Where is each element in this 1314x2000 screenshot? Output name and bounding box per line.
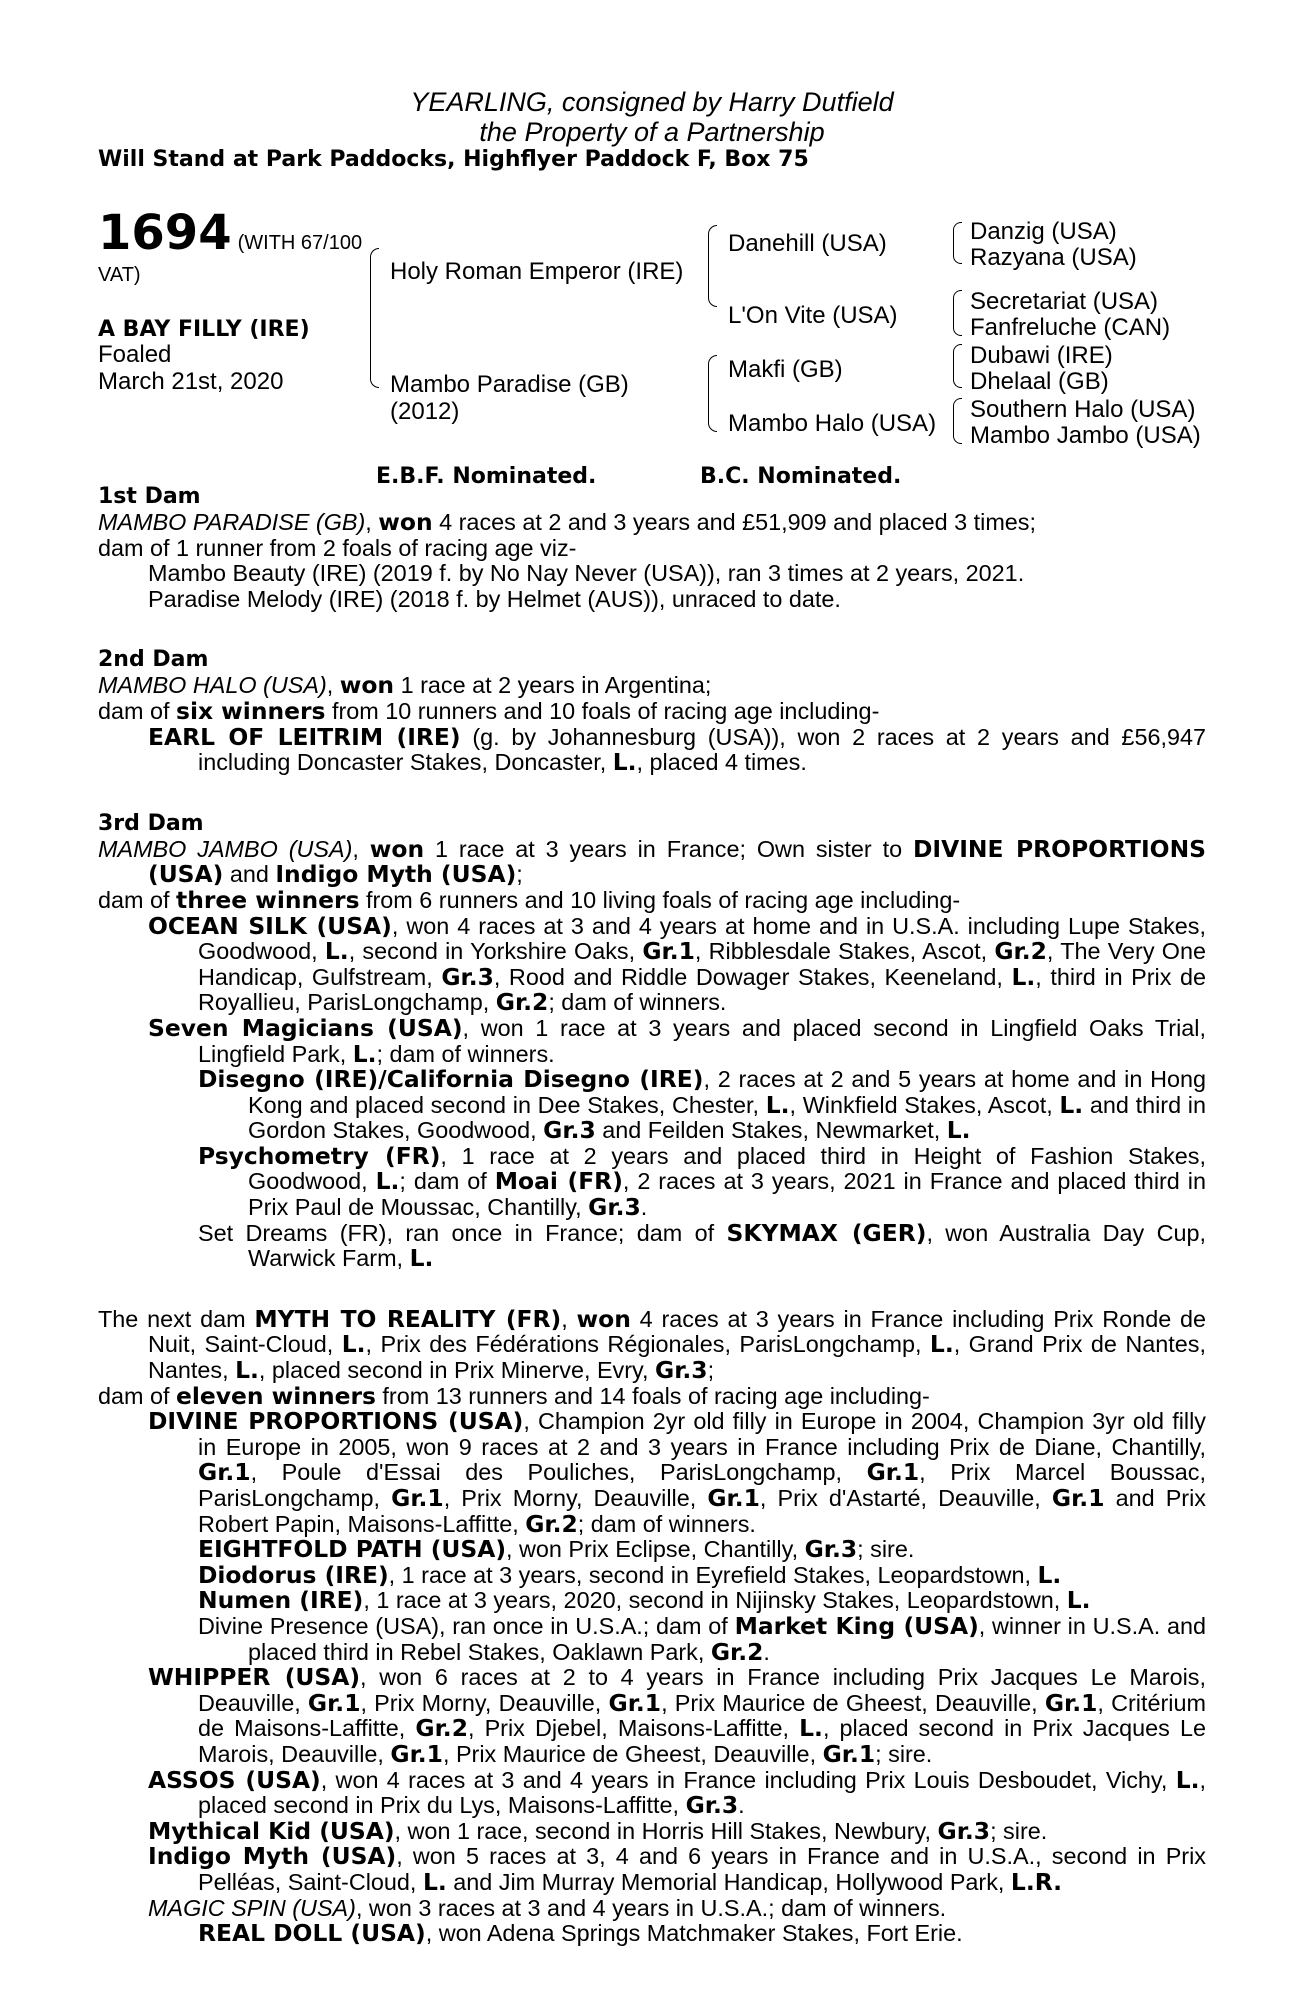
third-dam-produce <box>98 885 1206 914</box>
group-label: Gr.1 <box>707 1484 760 1512</box>
psychometry-entry <box>98 1141 1206 1222</box>
entry-text: , Prix d'Astarté, Deauville, <box>759 1485 1052 1511</box>
pedigree-brace-3d <box>953 398 962 444</box>
horse-name: Moai (FR) <box>494 1167 623 1196</box>
entry-text: ; <box>516 861 523 888</box>
entry-text: ; sire. <box>857 1536 915 1563</box>
entry-text: , won 5 races at 3, 4 and 6 years in France and in U.S.A., second in Prix Pelléas, Saint-Cloud, <box>198 1843 1206 1895</box>
entry-text: , Rood and Riddle Dowager Stakes, Keeneland, <box>493 963 1012 990</box>
listed-label: L. <box>235 1356 259 1385</box>
produce-winners: eleven winners <box>176 1381 376 1410</box>
first-dam-heading: 1st Dam <box>98 484 201 509</box>
entry-text: and Jim Murray Memorial Handicap, Hollywood Park, <box>446 1868 1011 1895</box>
mythical-kid-entry <box>98 1816 1206 1845</box>
group-label: Gr.1 <box>307 1688 361 1717</box>
horse-name: DIVINE PROPORTIONS (USA) <box>148 1407 524 1436</box>
listed-label: L. <box>409 1244 434 1273</box>
won-label: won <box>369 834 425 863</box>
group-label: Gr.2 <box>994 937 1047 966</box>
produce-post: from 10 runners and 10 foals of racing age including- <box>325 697 880 724</box>
produce-pre: dam of <box>98 886 177 913</box>
indigo-myth-entry <box>98 1844 1206 1895</box>
entry-text: ; dam of winners. <box>577 1510 756 1537</box>
first-dam-foal-2: Paradise Melody (IRE) (2018 f. by Helmet (AUS)), unraced to date. <box>148 585 841 612</box>
pedigree-sire-dam: L'On Vite (USA) <box>728 302 898 329</box>
entry-text: and third in Gordon Stakes, Goodwood, <box>248 1091 1206 1144</box>
divine-proportions-entry <box>98 1409 1206 1537</box>
eightfold-path-entry <box>98 1537 1206 1563</box>
entry-text: . <box>640 1194 648 1221</box>
entry-text: , won 4 races at 3 and 4 years in France including Prix Louis Desboudet, Vichy, <box>320 1766 1176 1793</box>
bc-nominated: B.C. Nominated. <box>700 464 902 489</box>
produce-post: from 6 runners and 10 living foals of racing age including- <box>359 886 961 913</box>
group-label: Gr.3 <box>655 1356 708 1385</box>
listed-label: L. <box>422 1867 447 1896</box>
horse-name: Mythical Kid (USA) <box>148 1816 395 1845</box>
ebf-nominated: E.B.F. Nominated. <box>376 464 597 489</box>
group-label: Gr.3 <box>685 1791 739 1820</box>
pedigree-sire-sire: Danehill (USA) <box>728 230 887 257</box>
horse-name: OCEAN SILK (USA) <box>148 911 392 940</box>
next-dam-produce <box>98 1381 1206 1410</box>
diodorus-entry <box>98 1560 1206 1589</box>
pedigree-g6: Dhelaal (GB) <box>970 368 1109 395</box>
pedigree-g2: Razyana (USA) <box>970 244 1137 271</box>
foaled-date: March 21st, 2020 <box>98 368 284 395</box>
group-label: Gr.1 <box>822 1739 876 1768</box>
third-dam-record: MAMBO JAMBO (USA), won 1 race at 3 years in France; Own sister to DIVINE PROPORTIONS (USA) and Indigo Myth (USA); <box>98 834 1206 889</box>
won-label: won <box>576 1304 631 1333</box>
pedigree-brace-3a <box>953 222 962 264</box>
group-label: Gr.1 <box>198 1458 251 1487</box>
entry-text: , Prix Morny, Deauville, <box>360 1689 609 1716</box>
entry-text: , Grand Prix de Nantes, Nantes, <box>148 1331 1206 1384</box>
third-dam-heading: 3rd Dam <box>98 810 204 836</box>
entry-text: , Ribblesdale Stakes, Ascot, <box>694 938 995 965</box>
pedigree-body <box>98 484 1206 1947</box>
second-dam-record: MAMBO HALO (USA), won 1 race at 2 years in Argentina; <box>98 671 712 700</box>
first-dam-produce: dam of 1 runner from 2 foals of racing age viz- <box>98 534 577 561</box>
entry-text: , Prix des Fédérations Régionales, ParisLongchamp, <box>365 1331 930 1358</box>
foaled-label: Foaled <box>98 341 172 368</box>
entry-text: , third in Prix de Royallieu, ParisLongchamp, <box>198 963 1206 1016</box>
horse-name: DIVINE PROPORTIONS (USA) <box>148 834 1206 889</box>
seven-magicians-entry <box>98 1013 1206 1068</box>
pedigree-g8: Mambo Jambo (USA) <box>970 422 1201 449</box>
group-label: Gr.1 <box>1044 1688 1098 1717</box>
entry-text: , Champion 2yr old filly in Europe in 2004, Champion 3yr old filly in Europe in 2005, won 9 races at 2 and 3 years in France including Prix de Diane, Chantilly, <box>198 1408 1206 1460</box>
listed-label: L.R. <box>1010 1867 1063 1896</box>
listed-label: L. <box>929 1330 954 1359</box>
horse-name: Diodorus (IRE) <box>198 1560 389 1589</box>
horse-name: EIGHTFOLD PATH (USA) <box>198 1535 507 1564</box>
pedigree-g3: Secretariat (USA) <box>970 288 1159 315</box>
group-label: Gr.2 <box>415 1714 468 1743</box>
earl-of-leitrim-entry <box>98 722 1206 777</box>
group-label: Gr.3 <box>543 1116 596 1145</box>
group-label: Gr.3 <box>804 1535 858 1564</box>
group-label: Gr.1 <box>608 1688 662 1717</box>
won-label: won <box>378 508 433 536</box>
entry-text: , Poule d'Essai des Pouliches, ParisLongchamp, <box>250 1459 867 1486</box>
disegno-entry <box>98 1067 1206 1144</box>
entry-text: , won 6 races at 2 to 4 years in France including Prix Jacques Le Marois, Deauville, <box>198 1664 1207 1716</box>
first-dam-name: MAMBO PARADISE (GB) <box>98 509 366 535</box>
horse-name: SKYMAX (GER) <box>726 1218 927 1247</box>
second-dam-produce <box>98 696 1206 725</box>
entry-text: , Prix Djebel, Maisons-Laffitte, <box>467 1715 800 1742</box>
listed-label: L. <box>799 1714 823 1743</box>
entry-text: , placed second in Prix du Lys, Maisons-Laffitte, <box>198 1766 1206 1819</box>
entry-text: , Winkfield Stakes, Ascot, <box>789 1091 1060 1118</box>
entry-text: 4 races at 3 years in France including Prix Ronde de Nuit, Saint-Cloud, <box>148 1305 1207 1358</box>
entry-text: ; sire. <box>990 1817 1048 1844</box>
entry-text: ; dam of winners. <box>376 1040 555 1067</box>
listed-label: L. <box>1037 1560 1062 1589</box>
entry-text: Set Dreams (FR), ran once in France; dam of <box>198 1219 727 1246</box>
lot-description: A BAY FILLY (IRE) <box>98 317 310 342</box>
entry-text: . <box>763 1638 770 1665</box>
real-doll-entry <box>98 1921 1206 1947</box>
pedigree-sire: Holy Roman Emperor (IRE) <box>390 258 684 285</box>
entry-text: , won Australia Day Cup, Warwick Farm, <box>248 1219 1206 1272</box>
listed-label: L. <box>1066 1586 1091 1615</box>
entry-text: , won Prix Eclipse, Chantilly, <box>506 1536 805 1563</box>
entry-text: , 2 races at 2 and 5 years at home and in Hong Kong and placed second in Dee Stakes, Chester, <box>248 1066 1206 1118</box>
horse-name: Market King (USA) <box>734 1611 979 1640</box>
listed-label: L. <box>1175 1765 1200 1794</box>
produce-pre: dam of <box>98 1382 177 1409</box>
horse-name: EARL OF LEITRIM (IRE) <box>148 722 461 751</box>
entry-text: ; <box>707 1357 715 1384</box>
pedigree-g7: Southern Halo (USA) <box>970 396 1196 423</box>
second-dam-record-text: 1 race at 2 years in Argentina; <box>394 672 712 699</box>
horse-name: Psychometry (FR) <box>198 1141 441 1170</box>
pedigree-brace-1 <box>370 248 379 388</box>
second-dam-name: MAMBO HALO (USA) <box>98 672 327 699</box>
produce-pre: dam of <box>98 697 177 724</box>
horse-name: MYTH TO REALITY (FR) <box>254 1304 562 1333</box>
entry-text: ; dam of winners. <box>548 989 727 1016</box>
produce-winners: six winners <box>176 696 326 725</box>
listed-label: L. <box>341 1330 366 1359</box>
numen-entry <box>98 1588 1206 1614</box>
lot-number-line <box>98 205 363 261</box>
entry-text: . <box>738 1792 745 1819</box>
next-dam-record <box>98 1304 1207 1385</box>
horse-name: Numen (IRE) <box>198 1586 364 1615</box>
third-dam-name: MAMBO JAMBO (USA) <box>98 835 353 862</box>
entry-text: The next dam <box>98 1305 255 1332</box>
first-dam-record-text: 4 races at 2 and 3 years and £51,909 and placed 3 times; <box>432 509 1037 535</box>
entry-text: , second in Yorkshire Oaks, <box>348 938 643 965</box>
group-label: Gr.2 <box>495 988 549 1017</box>
horse-name: Indigo Myth (USA) <box>275 860 517 889</box>
group-label: Gr.2 <box>525 1509 578 1538</box>
horse-name: Disegno (IRE)/California Disegno (IRE) <box>198 1065 704 1094</box>
entry-text: , won 3 races at 3 and 4 years in U.S.A.; dam of winners. <box>355 1894 947 1921</box>
entry-text: , Critérium de Maisons-Laffitte, <box>198 1689 1206 1742</box>
entry-text: , won 1 race, second in Horris Hill Stakes, Newbury, <box>394 1817 938 1844</box>
pedigree-dam-dam: Mambo Halo (USA) <box>728 410 937 437</box>
divine-presence-entry <box>98 1611 1206 1666</box>
header-consignor: YEARLING, consigned by Harry Dutfield <box>410 87 894 117</box>
listed-label: L. <box>1011 962 1036 991</box>
listed-label: L. <box>375 1167 400 1196</box>
entry-text: , <box>561 1305 577 1332</box>
entry-text: , won 4 races at 3 and 4 years at home and in U.S.A. including Lupe Stakes, Goodwood, <box>198 912 1206 965</box>
group-label: Gr.1 <box>866 1458 920 1487</box>
group-label: Gr.1 <box>390 1739 443 1768</box>
horse-name: WHIPPER (USA) <box>148 1663 361 1692</box>
listed-label: L. <box>765 1090 790 1119</box>
listed-label: L. <box>1059 1090 1084 1119</box>
entry-text: , won Adena Springs Matchmaker Stakes, Fort Erie. <box>425 1920 963 1947</box>
magic-spin-entry <box>98 1896 1206 1922</box>
entry-text: ; sire. <box>875 1740 933 1767</box>
group-label: Gr.3 <box>441 962 494 991</box>
horse-name: Seven Magicians (USA) <box>148 1013 463 1042</box>
pedigree-brace-3b <box>953 290 962 336</box>
entry-text: , Prix Maurice de Gheest, Deauville, <box>661 1689 1045 1716</box>
lot-number: 1694 <box>98 205 232 261</box>
produce-post: from 13 runners and 14 foals of racing age including- <box>375 1382 930 1409</box>
pedigree-dam-year: (2012) <box>390 398 460 425</box>
entry-text: , Prix Marcel Boussac, ParisLongchamp, <box>198 1459 1206 1511</box>
horse-name: Indigo Myth (USA) <box>148 1842 397 1871</box>
horse-name: MAGIC SPIN (USA) <box>148 1894 356 1921</box>
assos-entry <box>98 1765 1206 1820</box>
header-stabling: Will Stand at Park Paddocks, Highflyer Paddock F, Box 75 <box>98 147 809 172</box>
pedigree-brace-3c <box>953 344 962 388</box>
first-dam-record: MAMBO PARADISE (GB), won 4 races at 2 and 3 years and £51,909 and placed 3 times; <box>98 508 1037 536</box>
pedigree-brace-2a <box>708 225 717 307</box>
header-property: the Property of a Partnership <box>479 117 825 147</box>
entry-text: ; dam of <box>399 1168 495 1195</box>
set-dreams-entry <box>98 1218 1206 1273</box>
entry-text: , The Very One Handicap, Gulfstream, <box>198 938 1206 990</box>
ocean-silk-entry <box>98 911 1206 1017</box>
whipper-entry <box>98 1665 1206 1767</box>
pedigree-dam-sire: Makfi (GB) <box>728 356 843 383</box>
pedigree-brace-2b <box>708 355 717 432</box>
entry-text: Divine Presence (USA), ran once in U.S.A.; dam of <box>198 1612 735 1639</box>
entry-text: , placed 4 times. <box>636 749 807 776</box>
entry-text: , won 1 race at 3 years and placed second in Lingfield Oaks Trial, Lingfield Park, <box>198 1014 1206 1067</box>
entry-text: , 1 race at 2 years and placed third in Height of Fashion Stakes, Goodwood, <box>248 1142 1206 1195</box>
entry-text: and Prix Robert Papin, Maisons-Laffitte, <box>198 1485 1206 1537</box>
entry-text: , winner in U.S.A. and placed third in Rebel Stakes, Oaklawn Park, <box>248 1612 1206 1665</box>
horse-name: REAL DOLL (USA) <box>198 1919 426 1948</box>
entry-text: (g. by Johannesburg (USA)), won 2 races at 2 years and £56,947 including Doncaster Stakes, Doncaster, <box>198 723 1206 776</box>
won-label: won <box>339 671 395 700</box>
horse-name: ASSOS (USA) <box>148 1765 321 1794</box>
group-label: Gr.1 <box>642 937 695 966</box>
listed-label: L. <box>612 748 637 777</box>
entry-text: 1 race at 3 years in France; Own sister to <box>424 835 913 862</box>
group-label: Gr.1 <box>391 1484 444 1512</box>
group-label: Gr.1 <box>1051 1484 1105 1512</box>
entry-text: , placed second in Prix Minerve, Evry, <box>258 1357 655 1384</box>
pedigree-g1: Danzig (USA) <box>970 218 1117 245</box>
listed-label: L. <box>324 937 349 966</box>
produce-winners: three winners <box>176 885 360 914</box>
listed-label: L. <box>946 1116 971 1145</box>
first-dam-foal-1: Mambo Beauty (IRE) (2019 f. by No Nay Never (USA)), ran 3 times at 2 years, 2021. <box>148 560 1025 587</box>
pedigree-g5: Dubawi (IRE) <box>970 342 1113 369</box>
group-label: Gr.3 <box>588 1193 641 1222</box>
entry-text: , Prix Maurice de Gheest, Deauville, <box>442 1740 823 1767</box>
pedigree-g4: Fanfreluche (CAN) <box>970 314 1171 341</box>
entry-text: and <box>223 861 276 888</box>
entry-text: , placed second in Prix Jacques Le Marois, Deauville, <box>198 1715 1206 1767</box>
vat-note-cont: VAT) <box>98 264 141 286</box>
entry-text: , 1 race at 3 years, 2020, second in Nijinsky Stakes, Leopardstown, <box>363 1587 1067 1614</box>
group-label: Gr.3 <box>937 1816 991 1845</box>
entry-text: , Prix Morny, Deauville, <box>443 1485 708 1511</box>
listed-label: L. <box>352 1039 377 1068</box>
second-dam-heading: 2nd Dam <box>98 647 209 673</box>
entry-text: and Feilden Stakes, Newmarket, <box>595 1117 947 1144</box>
entry-text: , 1 race at 3 years, second in Eyrefield Stakes, Leopardstown, <box>388 1561 1038 1588</box>
vat-note: (WITH 67/100 <box>237 232 363 254</box>
group-label: Gr.2 <box>710 1637 764 1666</box>
pedigree-dam: Mambo Paradise (GB) <box>390 371 629 398</box>
entry-text: , 2 races at 3 years, 2021 in France and placed third in Prix Paul de Moussac, Chantilly, <box>248 1168 1206 1221</box>
